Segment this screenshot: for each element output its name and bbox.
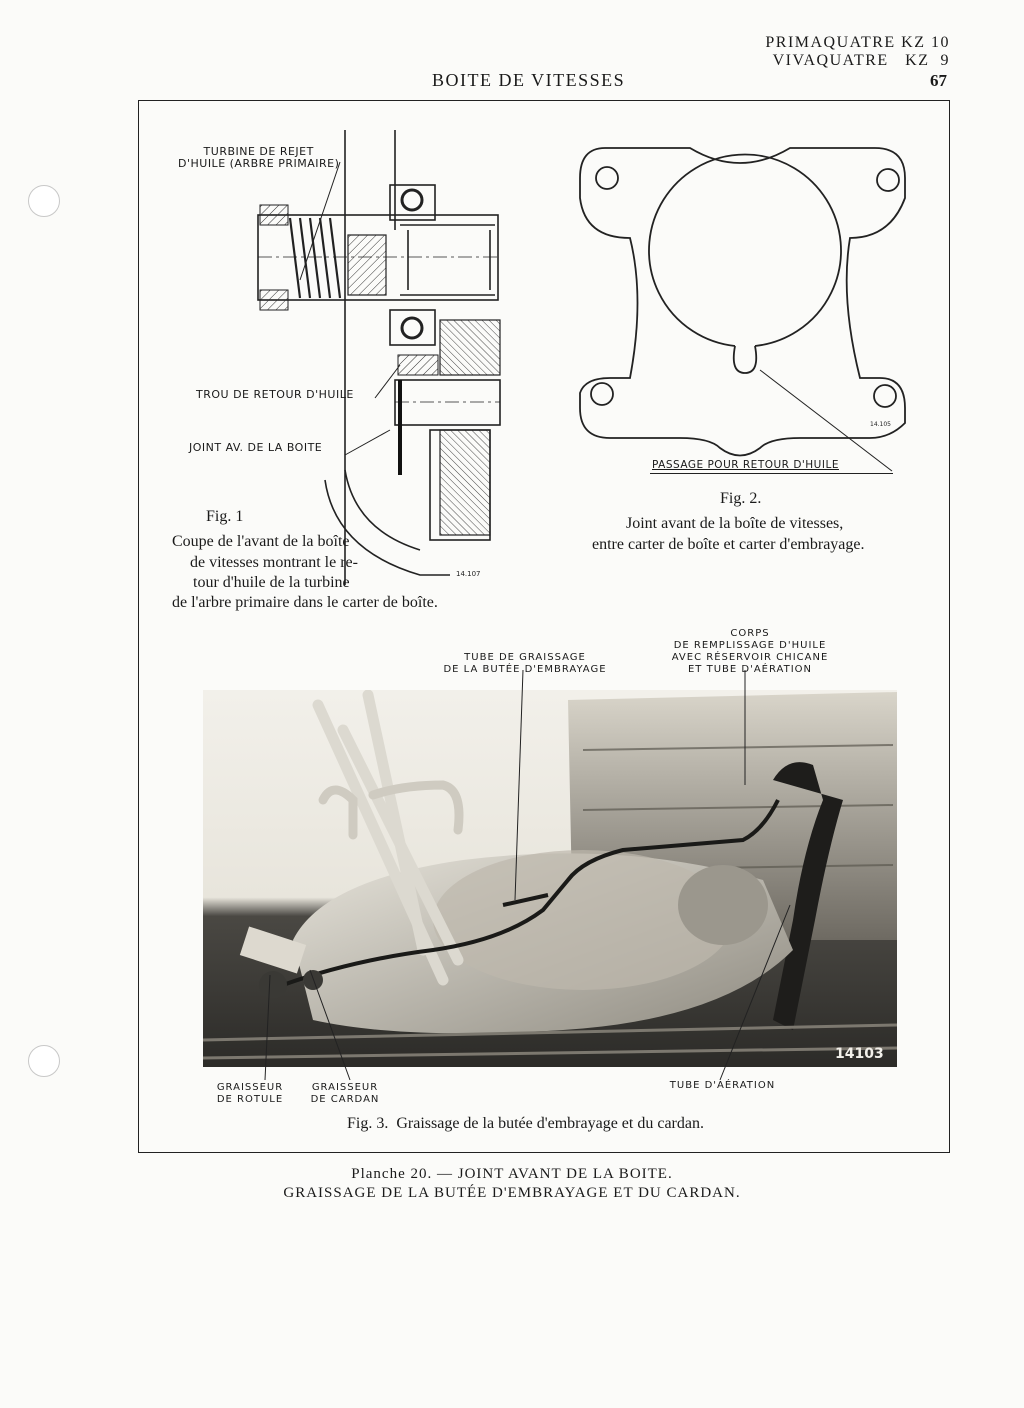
figure2-label-underline-extension bbox=[650, 473, 893, 474]
figure1-fig-label: Fig. 1 bbox=[206, 508, 244, 525]
section-title: BOITE DE VITESSES bbox=[432, 70, 626, 90]
callout-graisseur-rotule: GRAISSEUR DE ROTULE bbox=[216, 1082, 284, 1105]
figure3-leader-lines bbox=[200, 670, 820, 1090]
figure2-gasket-drawing bbox=[570, 138, 910, 478]
figure1-caption-1: Coupe de l'avant de la boîte bbox=[172, 533, 350, 550]
figure1-label-trou-retour: TROU DE RETOUR D'HUILE bbox=[196, 388, 354, 401]
footer-line-1: Planche 20. — JOINT AVANT DE LA BOITE. bbox=[351, 1166, 673, 1182]
callout-graisseur-cardan: GRAISSEUR DE CARDAN bbox=[310, 1082, 380, 1105]
figure2-fig-label: Fig. 2. bbox=[720, 490, 762, 507]
figure3-photo-number: 14103 bbox=[835, 1046, 884, 1062]
footer-line-2: GRAISSAGE DE LA BUTÉE D'EMBRAYAGE ET DU CARDAN. bbox=[283, 1185, 741, 1201]
figure2-caption-2: entre carter de boîte et carter d'embrayage. bbox=[592, 536, 865, 553]
model-line-1: PRIMAQUATRE KZ 10 bbox=[765, 34, 950, 51]
figure1-caption-4: de l'arbre primaire dans le carter de boîte. bbox=[172, 594, 438, 611]
figure1-drawing-number: 14.107 bbox=[456, 570, 481, 578]
figure1-caption-2: de vitesses montrant le re- bbox=[190, 554, 358, 571]
figure1-caption-3: tour d'huile de la turbine bbox=[193, 574, 350, 591]
figure2-drawing-number: 14.105 bbox=[870, 421, 891, 428]
callout-corps-remplissage: CORPS DE REMPLISSAGE D'HUILE AVEC RÉSERVOIR CHICANE ET TUBE D'AÉRATION bbox=[671, 628, 829, 675]
callout-tube-aeration: TUBE D'AÉRATION bbox=[669, 1080, 776, 1091]
figure1-label-joint: JOINT AV. DE LA BOITE bbox=[189, 441, 323, 454]
figure1-section-drawing bbox=[150, 130, 510, 590]
plate-frame-bottom-rule bbox=[138, 1152, 950, 1153]
figure2-label-passage: PASSAGE POUR RETOUR D'HUILE bbox=[652, 459, 839, 471]
figure3-caption: Fig. 3. Graissage de la butée d'embrayage et du cardan. bbox=[347, 1115, 704, 1132]
figure2-caption-1: Joint avant de la boîte de vitesses, bbox=[626, 515, 844, 532]
model-line-2: VIVAQUATRE KZ 9 bbox=[772, 52, 950, 69]
binder-hole-top bbox=[28, 185, 60, 217]
page-number: 67 bbox=[930, 71, 947, 90]
callout-tube-graissage: TUBE DE GRAISSAGE DE LA BUTÉE D'EMBRAYAGE bbox=[443, 652, 607, 675]
figure1-label-turbine: TURBINE DE REJET D'HUILE (ARBRE PRIMAIRE) bbox=[178, 145, 340, 170]
binder-hole-bottom bbox=[28, 1045, 60, 1077]
